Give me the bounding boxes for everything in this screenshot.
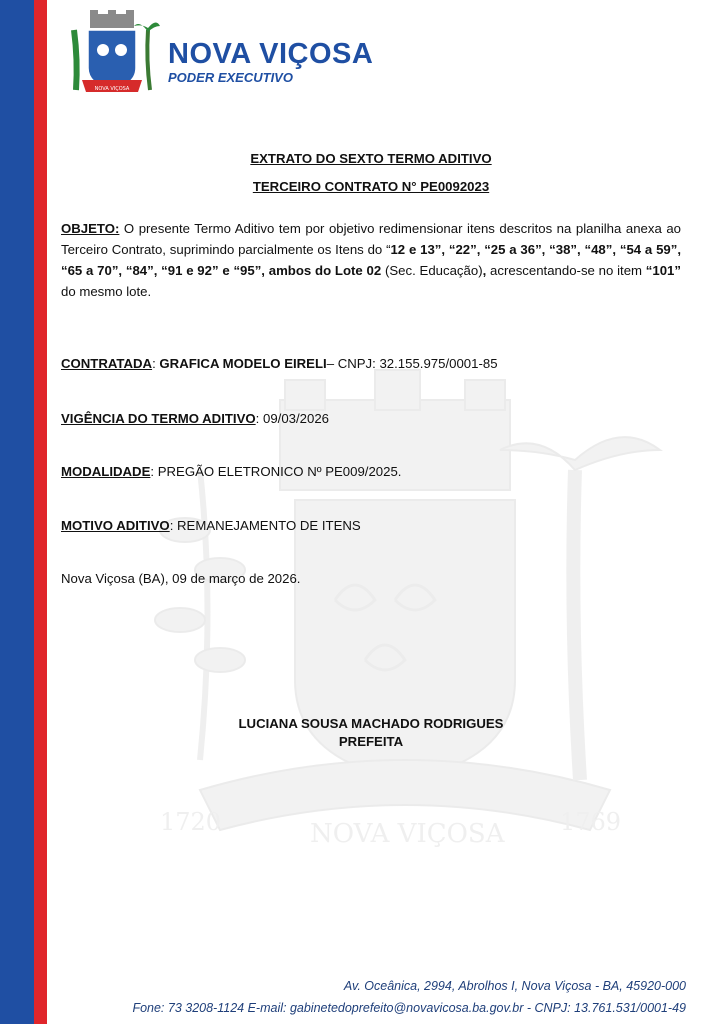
modalidade-line	[61, 461, 681, 482]
footer-contacts: Fone: 73 3208-1124 E-mail: gabinetedoprefeito@novavicosa.ba.gov.br - CNPJ: 13.761.531/0001-49	[132, 1001, 686, 1015]
motivo-line	[61, 515, 681, 536]
objeto-text-3: do mesmo lote.	[61, 284, 152, 299]
objeto-label: OBJETO:	[61, 221, 120, 236]
contratada-label: CONTRATADA	[61, 356, 153, 371]
place-and-date: Nova Viçosa (BA), 09 de março de 2026.	[61, 571, 301, 586]
svg-text:1720: 1720	[160, 808, 222, 836]
signatory-name: LUCIANA SOUSA MACHADO RODRIGUES	[238, 716, 504, 731]
contract-heading: TERCEIRO CONTRATO N° PE0092023	[252, 179, 490, 194]
left-white-stripe	[47, 0, 49, 1024]
objeto-comma: ,	[482, 263, 487, 278]
svg-text:NOVA VIÇOSA: NOVA VIÇOSA	[94, 86, 130, 92]
svg-text:1769: 1769	[560, 808, 622, 836]
vigencia-line	[61, 408, 681, 429]
svg-text:NOVA VIÇOSA: NOVA VIÇOSA	[310, 819, 505, 849]
brand-title: NOVA VIÇOSA	[168, 38, 374, 70]
municipal-coat-of-arms-logo	[60, 10, 160, 106]
brand-subtitle: PODER EXECUTIVO	[168, 70, 293, 85]
objeto-items: 12 e 13”, “22”, “25 a 36”, “38”, “48”, “54 a 59”, “65 a 70”, “84”, “91 e 92” e “95”, ambos do Lote 02	[61, 242, 682, 278]
objeto-paragraph	[61, 218, 681, 302]
objeto-text-2: acrescentando-se no item	[486, 263, 646, 278]
signatory-role: PREFEITA	[338, 734, 404, 749]
contratada-sep: :	[152, 356, 160, 371]
watermark-coat-of-arms	[120, 360, 680, 880]
objeto-text: O presente Termo Aditivo tem por objetivo redimensionar itens descritos na planilha anexa ao Terceiro Contrato, suprimindo parcialmente os Itens do “	[61, 221, 681, 257]
motivo-label: MOTIVO ADITIVO	[61, 518, 170, 533]
contratada-name: GRAFICA MODELO EIRELI	[159, 356, 327, 371]
modalidade-value: : PREGÃO ELETRONICO Nº PE009/2025.	[150, 464, 402, 479]
left-blue-stripe	[0, 0, 34, 1024]
vigencia-value: : 09/03/2026	[255, 411, 329, 426]
footer-address: Av. Oceânica, 2994, Abrolhos I, Nova Viçosa - BA, 45920-000	[343, 979, 686, 993]
objeto-sec: (Sec. Educação)	[381, 263, 483, 278]
contratada-cnpj: – CNPJ: 32.155.975/0001-85	[326, 356, 498, 371]
motivo-value: : REMANEJAMENTO DE ITENS	[169, 518, 361, 533]
objeto-item-101: “101”	[645, 263, 681, 278]
contratada-line	[61, 353, 681, 374]
left-red-stripe	[34, 0, 47, 1024]
modalidade-label: MODALIDADE	[61, 464, 151, 479]
document-heading: EXTRATO DO SEXTO TERMO ADITIVO	[250, 151, 492, 166]
vigencia-label: VIGÊNCIA DO TERMO ADITIVO	[61, 411, 256, 426]
